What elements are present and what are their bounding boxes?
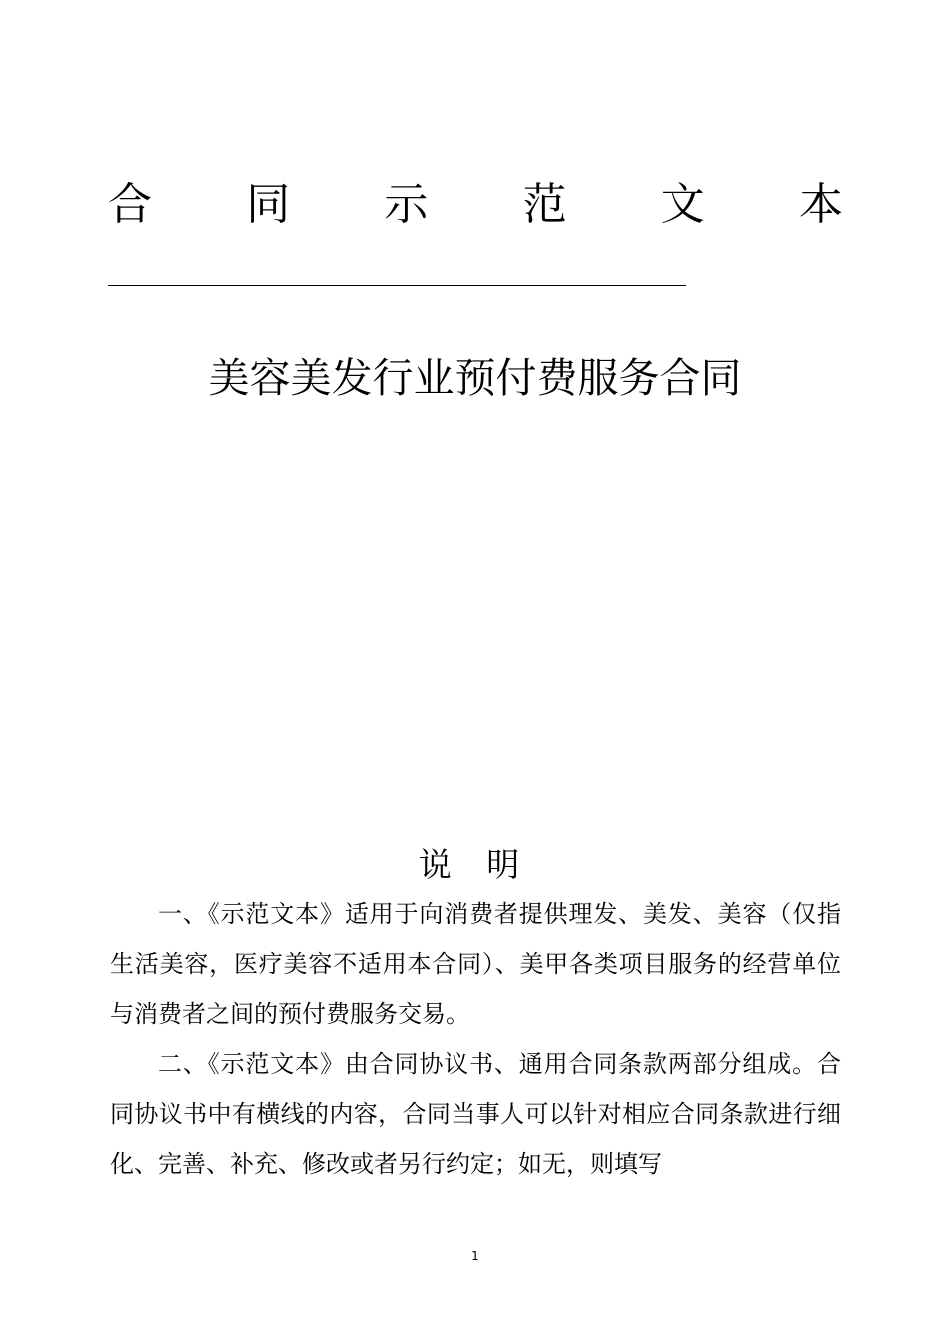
paragraph: 二、《示范文本》由合同协议书、通用合同条款两部分组成。合同协议书中有横线的内容，合同当事人可以针对相应合同条款进行细化、完善、补充、修改或者另行约定；如无，则填写 xyxy=(110,1050,841,1178)
page-number: 1 xyxy=(471,1249,479,1263)
header-char: 文 xyxy=(660,179,705,230)
header-char: 合 xyxy=(108,179,152,230)
contract-title: 美容美发行业预付费服务合同 xyxy=(208,354,742,402)
header-divider xyxy=(108,285,686,286)
header-char: 同 xyxy=(246,179,291,230)
model-text-header xyxy=(108,178,843,232)
paragraph: 一、《示范文本》适用于向消费者提供理发、美发、美容（仅指生活美容，医疗美容不适用本合同）、美甲各类项目服务的经营单位与消费者之间的预付费服务交易。 xyxy=(110,900,841,1028)
header-char: 本 xyxy=(798,179,843,230)
section-heading: 说 明 xyxy=(418,845,532,884)
header-char: 范 xyxy=(522,179,567,230)
header-char: 示 xyxy=(384,179,429,230)
